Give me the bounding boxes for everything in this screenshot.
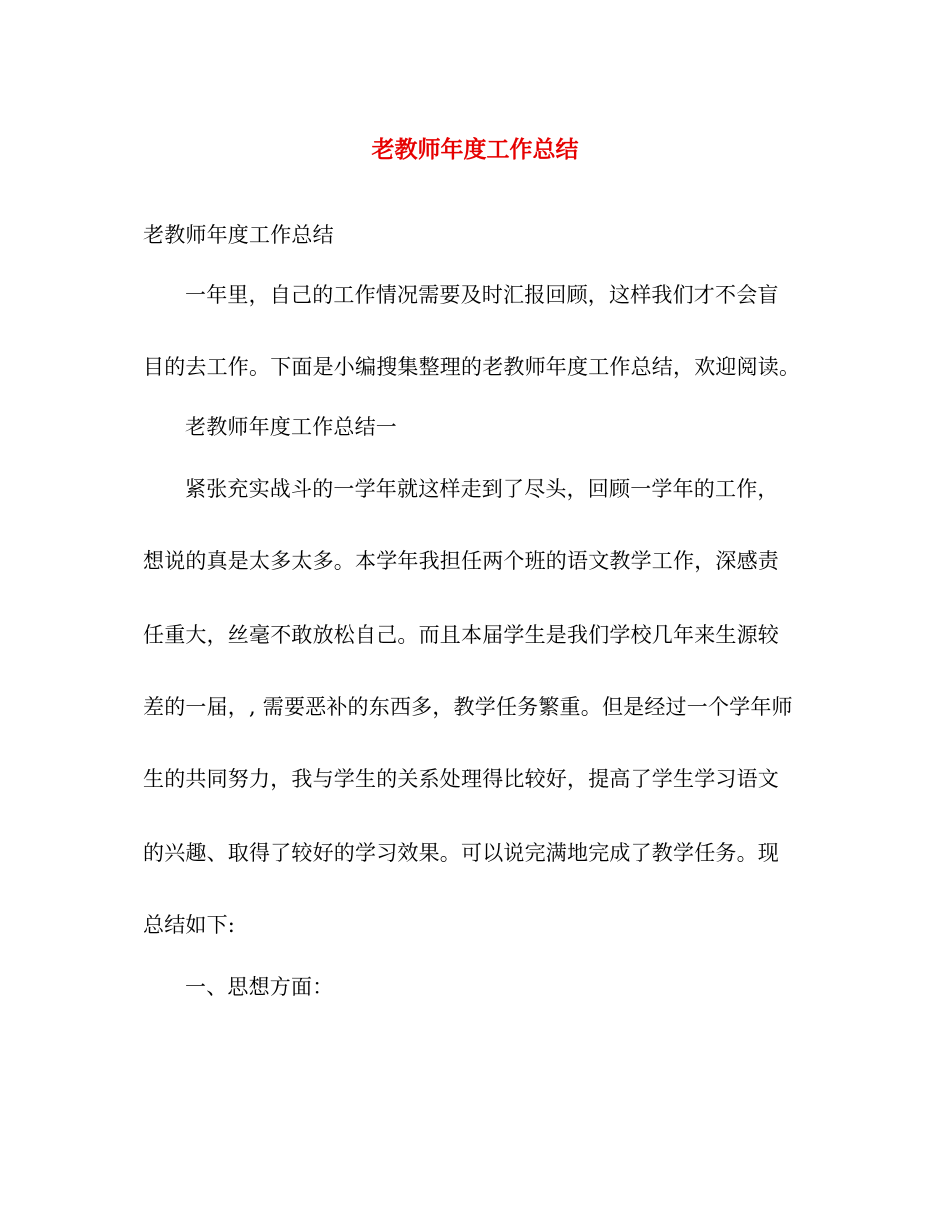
paragraph-line: 总结如下: [143,913,236,937]
paragraph-line: 想说的真是太多太多。本学年我担任两个班的语文教学工作，深感责 [143,549,779,573]
section-heading: 老教师年度工作总结一 [185,415,397,439]
paragraph-line: 差的一届，, 需要恶补的东西多，教学任务繁重。但是经过一个学年师 [143,695,793,719]
paragraph-line: 的兴趣、取得了较好的学习效果。可以说完满地完成了教学任务。现 [143,841,779,865]
subtitle-line: 老教师年度工作总结 [143,223,334,247]
paragraph-line: 生的共同努力，我与学生的关系处理得比较好，提高了学生学习语文 [143,767,779,791]
paragraph-line: 一年里，自己的工作情况需要及时汇报回顾，这样我们才不会盲 [185,283,779,307]
paragraph-line: 目的去工作。下面是小编搜集整理的老教师年度工作总结，欢迎阅读。 [143,355,801,379]
document-title: 老教师年度工作总结 [371,136,579,163]
section-heading: 一、思想方面： [185,975,334,999]
paragraph-line: 紧张充实战斗的一学年就这样走到了尽头，回顾一学年的工作， [185,477,779,501]
paragraph-line: 任重大，丝毫不敢放松自己。而且本届学生是我们学校几年来生源较 [143,623,779,647]
